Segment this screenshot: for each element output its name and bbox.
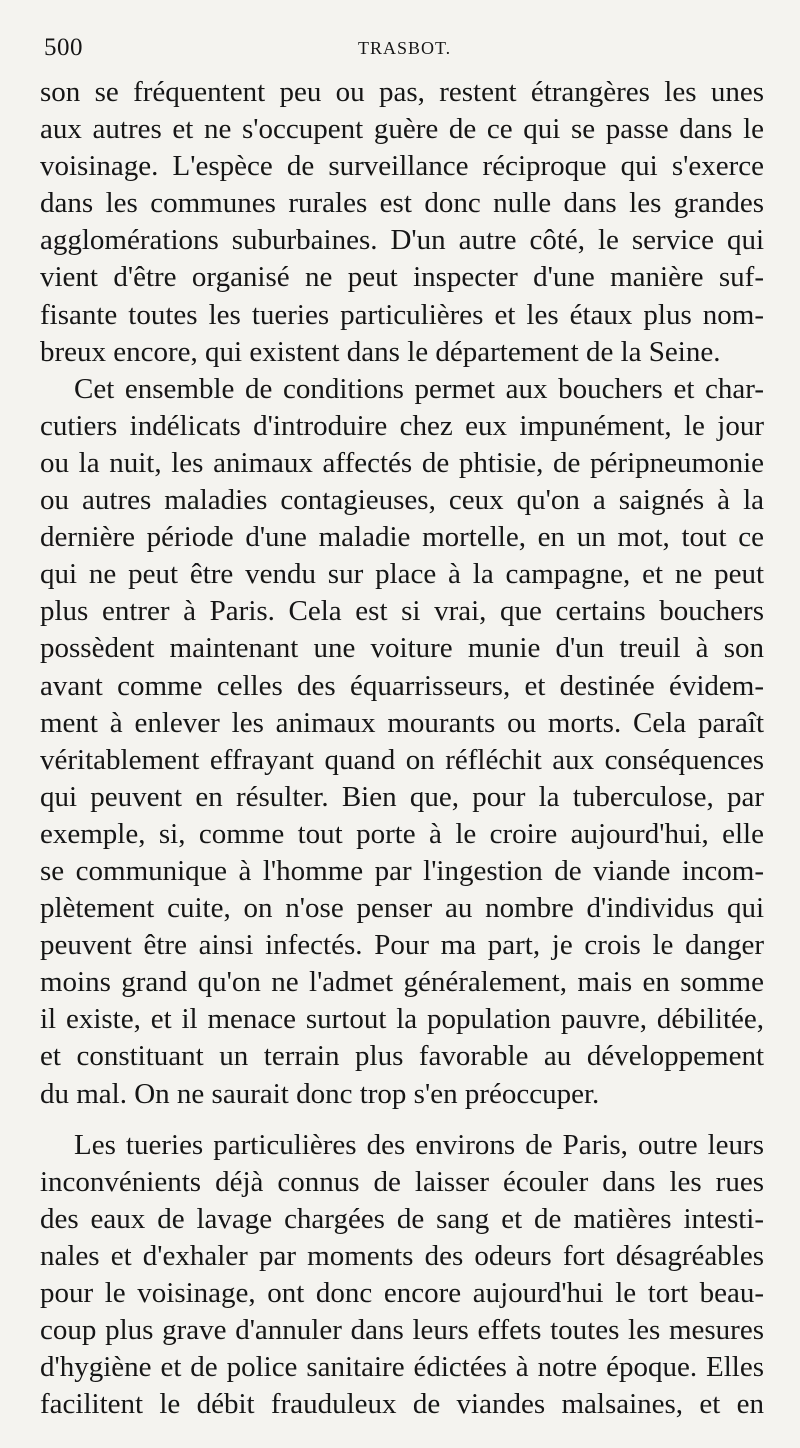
text-line: Les tueries particulières des environs de Paris, outre leurs [74, 1128, 764, 1161]
text-line: peuvent être ainsi infectés. Pour ma part, je crois le danger [40, 929, 764, 962]
body-text [40, 74, 764, 1423]
text-line: moins grand qu'on ne l'admet généralement, mais en somme [40, 966, 764, 999]
text-line: pour le voisinage, ont donc encore aujourd'hui le tort beau- [40, 1277, 764, 1309]
text-line: avant comme celles des équarrisseurs, et destinée évidem- [40, 669, 764, 702]
text-line: du mal. On ne saurait donc trop s'en préoccuper. [40, 1077, 600, 1110]
text-line: ou la nuit, les animaux affectés de phtisie, de péripneumonie [40, 446, 764, 479]
page-header [44, 34, 760, 64]
text-line: véritablement effrayant quand on réfléchit aux conséquences [40, 743, 764, 776]
text-line: son se fréquentent peu ou pas, restent étrangères les unes [40, 76, 764, 108]
text-line: vient d'être organisé ne peut inspecter d'une manière suf- [40, 261, 764, 294]
text-line: et constituant un terrain plus favorable au développement [40, 1040, 764, 1073]
text-line: dans les communes rurales est donc nulle dans les grandes [40, 187, 764, 220]
text-line: fisante toutes les tueries particulières et les étaux plus nom- [40, 298, 764, 331]
text-line: dernière période d'une maladie mortelle, en un mot, tout ce [40, 521, 764, 554]
text-line: nales et d'exhaler par moments des odeurs fort désagréables [40, 1239, 764, 1272]
text-line: facilitent le débit frauduleux de viandes malsaines, et en [40, 1388, 764, 1421]
text-line: possèdent maintenant une voiture munie d'un treuil à son [40, 632, 764, 665]
paragraph [40, 1127, 764, 1424]
paragraph [40, 371, 764, 1113]
text-line: plus entrer à Paris. Cela est si vrai, que certains bouchers [40, 595, 764, 628]
text-line: breux encore, qui existent dans le département de la Seine. [40, 335, 721, 368]
running-title: TRASBOT. [358, 38, 452, 58]
paragraph-gap [40, 1113, 764, 1127]
text-line: d'hygiène et de police sanitaire édictées à notre époque. Elles [40, 1351, 764, 1384]
text-line: agglomérations suburbaines. D'un autre côté, le service qui [40, 224, 764, 257]
text-line: cutiers indélicats d'introduire chez eux impunément, le jour [40, 409, 764, 442]
text-line: Cet ensemble de conditions permet aux bouchers et char- [74, 372, 764, 405]
text-line: ment à enlever les animaux mourants ou morts. Cela paraît [40, 706, 764, 739]
text-line: qui peuvent en résulter. Bien que, pour la tuberculose, par [40, 780, 764, 813]
text-line: plètement cuite, on n'ose penser au nombre d'individus qui [40, 892, 764, 925]
text-line: voisinage. L'espèce de surveillance réciproque qui s'exerce [40, 150, 764, 183]
text-line: ou autres maladies contagieuses, ceux qu'on a saignés à la [40, 484, 764, 517]
text-line: inconvénients déjà connus de laisser écouler dans les rues [40, 1165, 764, 1198]
page-number: 500 [44, 34, 83, 61]
text-line: se communique à l'homme par l'ingestion de viande incom- [40, 854, 764, 887]
text-line: aux autres et ne s'occupent guère de ce qui se passe dans le [40, 113, 764, 146]
text-line: coup plus grave d'annuler dans leurs effets toutes les mesures [40, 1314, 764, 1347]
text-line: exemple, si, comme tout porte à le croire aujourd'hui, elle [40, 817, 764, 850]
text-line: des eaux de lavage chargées de sang et de matières intesti- [40, 1202, 764, 1235]
text-line: qui ne peut être vendu sur place à la campagne, et ne peut [40, 558, 764, 591]
paragraph [40, 74, 764, 371]
text-line: il existe, et il menace surtout la population pauvre, débilitée, [40, 1003, 764, 1036]
